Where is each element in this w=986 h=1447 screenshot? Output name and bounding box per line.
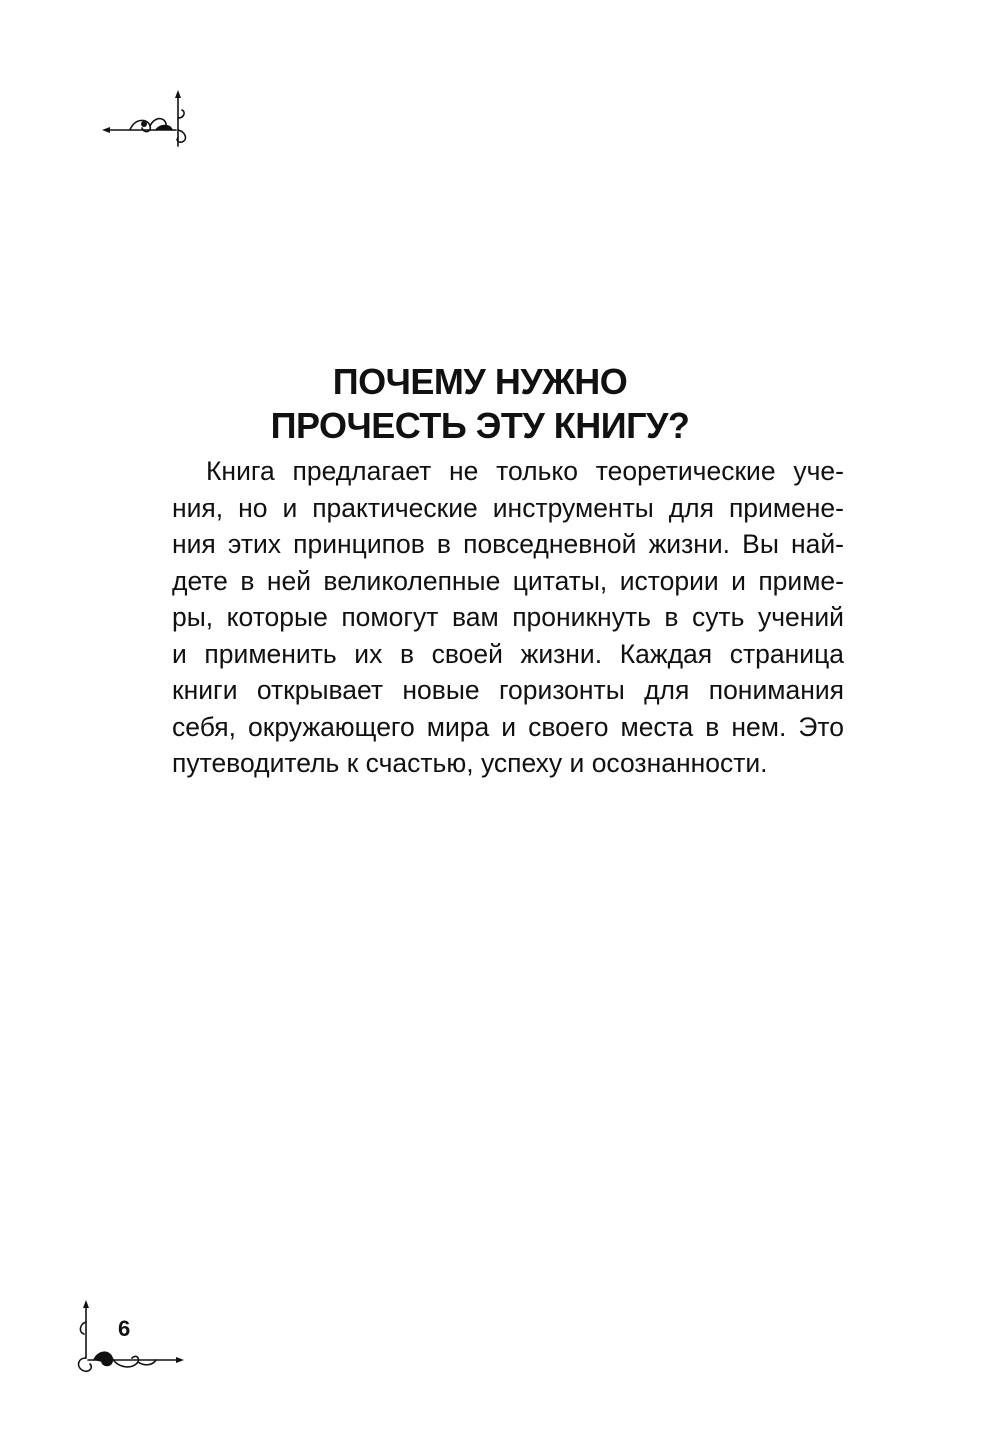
page-number: 6 [118,1316,131,1341]
heading-line-2: ПРОЧЕСТЬ ЭТУ КНИГУ? [270,405,690,446]
corner-ornament-top-icon [100,88,200,150]
heading-line-1: ПОЧЕМУ НУЖНО [332,361,628,402]
body-line: ния этих принципов в повседневной жизни. Вы най- [172,529,844,559]
body-paragraph [172,453,844,782]
body-line: ния, но и практические инструменты для примене- [172,492,844,523]
body-line: и применить их в своей жизни. Каждая страница [172,638,844,669]
body-line: путеводитель к счастью, успеху и осознанности. [172,748,768,778]
body-line: книги открывает новые горизонты для понимания [172,675,844,705]
body-line: ры, которые помогут вам проникнуть в суть учений [172,602,844,632]
body-line: себя, окружающего мира и своего места в нем. Это [172,711,844,742]
section-heading [150,360,810,448]
body-line: Книга предлагает не только теоретические уче- [206,456,844,486]
body-line: дете в ней великолепные цитаты, истории и приме- [172,565,844,596]
